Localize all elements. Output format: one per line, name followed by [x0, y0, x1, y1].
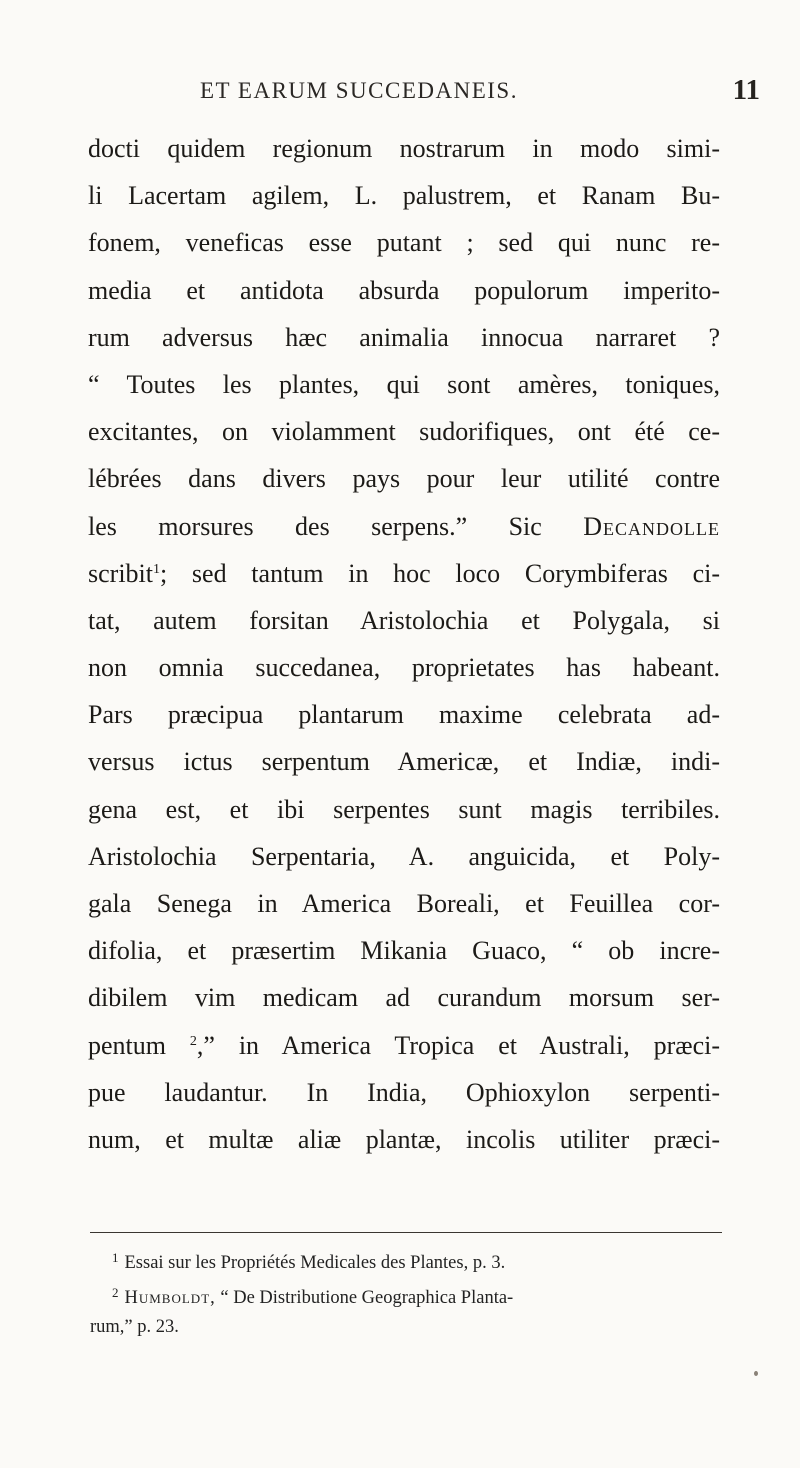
- text-line: gena est, et ibi serpentes sunt magis terribiles.: [88, 794, 720, 824]
- text-line: Aristolochia Serpentaria, A. anguicida, et Poly-: [88, 841, 720, 871]
- footnote-number: 2: [112, 1285, 119, 1300]
- text-segment: les morsures des serpens.” Sic: [88, 511, 542, 541]
- text-line: rum adversus hæc animalia innocua narraret ?: [88, 322, 720, 352]
- text-line: tat, autem forsitan Aristolochia et Polygala, si: [88, 605, 720, 635]
- text-line: num, et multæ aliæ plantæ, incolis utiliter præci-: [88, 1124, 720, 1154]
- text-line: difolia, et præsertim Mikania Guaco, “ ob incre-: [88, 936, 720, 966]
- footnotes: [90, 1243, 722, 1342]
- text-line: dibilem vim medicam ad curandum morsum ser-: [88, 983, 720, 1013]
- running-head: [60, 74, 760, 112]
- text-line: [88, 550, 720, 597]
- text-line: gala Senega in America Boreali, et Feuillea cor-: [88, 889, 720, 918]
- text-line: excitantes, on violamment sudorifiques, ont été ce-: [88, 417, 720, 447]
- text-segment: ,” in America Tropica et Australi, præci-: [196, 1030, 720, 1060]
- footnote-text: Essai sur les Propriétés Medicales des Plantes, p. 3.: [124, 1253, 506, 1273]
- text-line: Pars præcipua plantarum maxime celebrata ad-: [88, 700, 720, 730]
- footnote-author: Humboldt,: [124, 1288, 216, 1308]
- text-line: [88, 503, 720, 550]
- footnote-rule: [90, 1232, 722, 1233]
- footnote-number: 1: [112, 1250, 119, 1265]
- body-text: [88, 125, 720, 1163]
- text-line: li Lacertam agilem, L. palustrem, et Ranam Bu-: [88, 181, 720, 211]
- running-title: ET EARUM SUCCEDANEIS.: [200, 78, 518, 103]
- footnote-text: “ De Distributione Geographica Planta-: [215, 1288, 514, 1308]
- footnote-ref-1[interactable]: 1: [153, 561, 160, 577]
- text-line: lébrées dans divers pays pour leur utilité contre: [88, 464, 720, 494]
- author-name: Decandolle: [583, 511, 720, 541]
- text-segment: ; sed tantum in hoc loco Corymbiferas ci-: [160, 558, 720, 588]
- text-line: docti quidem regionum nostrarum in modo simi-: [88, 134, 720, 163]
- text-segment: scribit: [88, 558, 153, 588]
- text-line: pue laudantur. In India, Ophioxylon serpenti-: [88, 1077, 720, 1107]
- text-line: “ Toutes les plantes, qui sont amères, toniques,: [88, 369, 720, 399]
- text-line: media et antidota absurda populorum imperito-: [88, 275, 720, 305]
- footnote-2: [90, 1278, 722, 1313]
- text-line: non omnia succedanea, proprietates has habeant.: [88, 653, 720, 683]
- text-line: versus ictus serpentum Americæ, et Indiæ, indi-: [88, 747, 720, 777]
- text-line: fonem, veneficas esse putant ; sed qui nunc re-: [88, 228, 720, 258]
- ink-speck: [754, 1371, 758, 1376]
- footnote-1: [90, 1243, 722, 1278]
- text-segment: pentum: [88, 1030, 166, 1060]
- text-line: [88, 1022, 720, 1069]
- footnote-2-continued: rum,” p. 23.: [90, 1317, 179, 1337]
- page-number: 11: [732, 74, 760, 106]
- footnote-ref-2[interactable]: 2: [189, 1033, 197, 1049]
